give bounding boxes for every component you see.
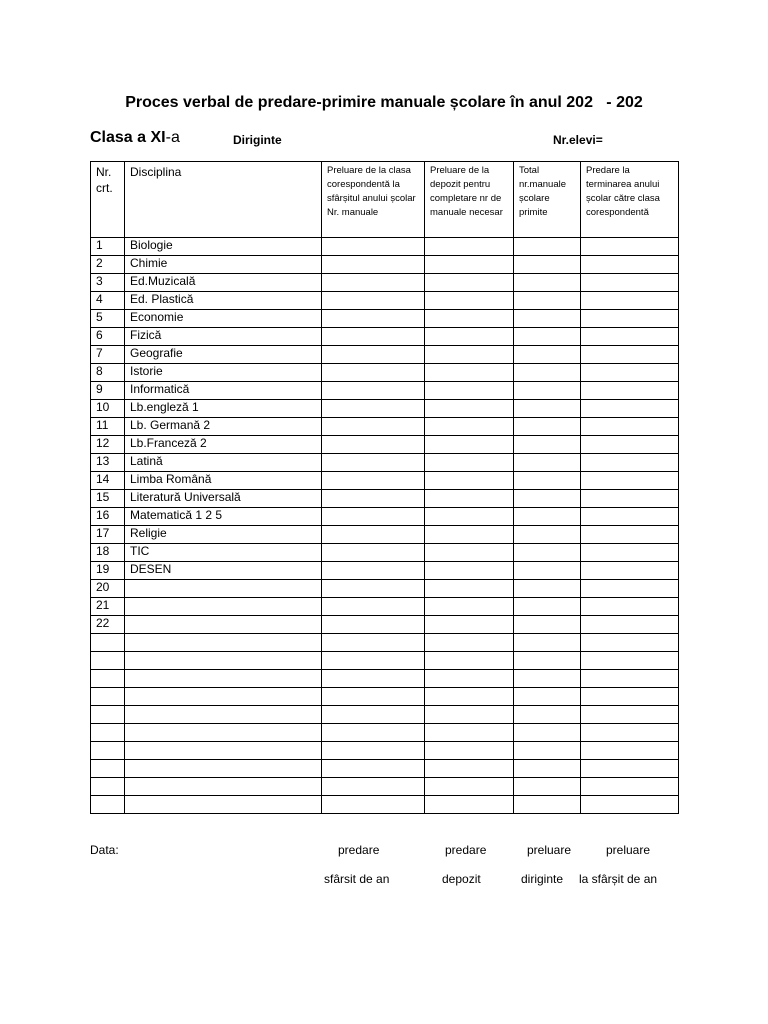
row-total-cell[interactable] xyxy=(514,796,581,814)
header-total-manuale: Total nr.manuale școlare primite xyxy=(514,162,581,238)
row-preluare-clasa-cell[interactable] xyxy=(322,454,425,472)
table-row xyxy=(91,526,679,544)
row-preluare-clasa-cell[interactable] xyxy=(322,562,425,580)
row-total-cell[interactable] xyxy=(514,238,581,256)
table-row xyxy=(91,706,679,724)
row-predare-cell[interactable] xyxy=(581,634,679,652)
table-row xyxy=(91,508,679,526)
row-predare-cell[interactable] xyxy=(581,544,679,562)
row-total-cell[interactable] xyxy=(514,616,581,634)
row-total-cell[interactable] xyxy=(514,454,581,472)
row-preluare-clasa-cell[interactable] xyxy=(322,274,425,292)
row-predare-cell[interactable] xyxy=(581,706,679,724)
table-row xyxy=(91,256,679,274)
row-total-cell[interactable] xyxy=(514,346,581,364)
row-predare-cell[interactable] xyxy=(581,562,679,580)
row-preluare-depozit-cell[interactable] xyxy=(425,526,514,544)
row-preluare-depozit-cell[interactable] xyxy=(425,598,514,616)
row-preluare-clasa-cell[interactable] xyxy=(322,616,425,634)
row-nr-cell: 1 xyxy=(91,238,125,256)
table-row xyxy=(91,274,679,292)
row-preluare-clasa-cell[interactable] xyxy=(322,670,425,688)
table-row xyxy=(91,436,679,454)
row-nr-cell: 20 xyxy=(91,580,125,598)
row-preluare-clasa-cell[interactable] xyxy=(322,346,425,364)
row-disciplina-cell xyxy=(125,796,322,814)
table-row xyxy=(91,382,679,400)
row-total-cell[interactable] xyxy=(514,544,581,562)
row-preluare-depozit-cell[interactable] xyxy=(425,346,514,364)
row-disciplina-cell: Religie xyxy=(125,526,322,544)
row-disciplina-cell xyxy=(125,598,322,616)
row-preluare-clasa-cell[interactable] xyxy=(322,292,425,310)
row-nr-cell: 4 xyxy=(91,292,125,310)
row-preluare-depozit-cell[interactable] xyxy=(425,652,514,670)
table-row xyxy=(91,472,679,490)
row-disciplina-cell xyxy=(125,670,322,688)
row-predare-cell[interactable] xyxy=(581,778,679,796)
row-disciplina-cell: Lb. Germană 2 xyxy=(125,418,322,436)
table-row xyxy=(91,400,679,418)
row-preluare-clasa-cell[interactable] xyxy=(322,310,425,328)
row-nr-cell: 14 xyxy=(91,472,125,490)
row-nr-cell xyxy=(91,634,125,652)
row-nr-cell xyxy=(91,652,125,670)
row-disciplina-cell: Ed. Plastică xyxy=(125,292,322,310)
row-predare-cell[interactable] xyxy=(581,256,679,274)
row-predare-cell[interactable] xyxy=(581,274,679,292)
row-preluare-clasa-cell[interactable] xyxy=(322,724,425,742)
row-predare-cell[interactable] xyxy=(581,598,679,616)
row-total-cell[interactable] xyxy=(514,328,581,346)
row-nr-cell: 17 xyxy=(91,526,125,544)
row-preluare-clasa-cell[interactable] xyxy=(322,544,425,562)
row-disciplina-cell: DESEN xyxy=(125,562,322,580)
row-predare-cell[interactable] xyxy=(581,310,679,328)
row-disciplina-cell: Lb.Franceză 2 xyxy=(125,436,322,454)
row-nr-cell xyxy=(91,724,125,742)
table-row xyxy=(91,724,679,742)
row-predare-cell[interactable] xyxy=(581,760,679,778)
footer-col1-line2: sfârsit de an xyxy=(324,872,390,886)
document-title: Proces verbal de predare-primire manuale școlare în anul 202 - 202 xyxy=(125,94,643,111)
row-predare-cell[interactable] xyxy=(581,616,679,634)
row-nr-cell: 7 xyxy=(91,346,125,364)
row-preluare-clasa-cell[interactable] xyxy=(322,328,425,346)
row-predare-cell[interactable] xyxy=(581,418,679,436)
row-preluare-depozit-cell[interactable] xyxy=(425,472,514,490)
row-nr-cell xyxy=(91,688,125,706)
row-total-cell[interactable] xyxy=(514,598,581,616)
row-total-cell[interactable] xyxy=(514,742,581,760)
row-predare-cell[interactable] xyxy=(581,796,679,814)
row-total-cell[interactable] xyxy=(514,310,581,328)
row-preluare-clasa-cell[interactable] xyxy=(322,472,425,490)
row-preluare-clasa-cell[interactable] xyxy=(322,760,425,778)
row-nr-cell: 12 xyxy=(91,436,125,454)
row-predare-cell[interactable] xyxy=(581,238,679,256)
row-preluare-clasa-cell[interactable] xyxy=(322,382,425,400)
row-disciplina-cell: Informatică xyxy=(125,382,322,400)
row-disciplina-cell xyxy=(125,688,322,706)
table-row xyxy=(91,310,679,328)
row-preluare-depozit-cell[interactable] xyxy=(425,724,514,742)
manuale-table xyxy=(90,161,679,814)
table-row xyxy=(91,634,679,652)
row-preluare-depozit-cell[interactable] xyxy=(425,760,514,778)
row-nr-cell xyxy=(91,742,125,760)
row-preluare-depozit-cell[interactable] xyxy=(425,328,514,346)
row-preluare-clasa-cell[interactable] xyxy=(322,526,425,544)
row-disciplina-cell xyxy=(125,616,322,634)
row-total-cell[interactable] xyxy=(514,274,581,292)
row-total-cell[interactable] xyxy=(514,382,581,400)
row-preluare-depozit-cell[interactable] xyxy=(425,274,514,292)
row-preluare-depozit-cell[interactable] xyxy=(425,634,514,652)
row-preluare-clasa-cell[interactable] xyxy=(322,400,425,418)
table-row xyxy=(91,418,679,436)
row-preluare-depozit-cell[interactable] xyxy=(425,562,514,580)
row-disciplina-cell xyxy=(125,580,322,598)
table-row xyxy=(91,778,679,796)
row-disciplina-cell: Chimie xyxy=(125,256,322,274)
row-nr-cell xyxy=(91,670,125,688)
table-row xyxy=(91,652,679,670)
row-preluare-depozit-cell[interactable] xyxy=(425,382,514,400)
row-nr-cell: 22 xyxy=(91,616,125,634)
row-total-cell[interactable] xyxy=(514,292,581,310)
table-row xyxy=(91,328,679,346)
row-predare-cell[interactable] xyxy=(581,688,679,706)
footer-col3-line1: preluare xyxy=(527,843,572,857)
row-predare-cell[interactable] xyxy=(581,526,679,544)
footer-data-label: Data: xyxy=(90,843,119,857)
row-preluare-clasa-cell[interactable] xyxy=(322,490,425,508)
row-disciplina-cell: Ed.Muzicală xyxy=(125,274,322,292)
header-preluare-clasa: Preluare de la clasa corespondentă la sfârșitul anului școlar Nr. manuale xyxy=(322,162,425,238)
row-preluare-depozit-cell[interactable] xyxy=(425,418,514,436)
row-nr-cell: 9 xyxy=(91,382,125,400)
row-preluare-depozit-cell[interactable] xyxy=(425,544,514,562)
table-row xyxy=(91,238,679,256)
row-predare-cell[interactable] xyxy=(581,346,679,364)
row-predare-cell[interactable] xyxy=(581,454,679,472)
row-disciplina-cell: Economie xyxy=(125,310,322,328)
row-preluare-depozit-cell[interactable] xyxy=(425,454,514,472)
header-preluare-depozit: Preluare de la depozit pentru completare nr de manuale necesar xyxy=(425,162,514,238)
footer-col4-line2: la sfârșit de an xyxy=(579,872,658,886)
row-total-cell[interactable] xyxy=(514,778,581,796)
row-preluare-depozit-cell[interactable] xyxy=(425,508,514,526)
table-header-row xyxy=(91,162,679,238)
row-preluare-depozit-cell[interactable] xyxy=(425,616,514,634)
row-predare-cell[interactable] xyxy=(581,670,679,688)
row-disciplina-cell xyxy=(125,724,322,742)
row-total-cell[interactable] xyxy=(514,490,581,508)
row-predare-cell[interactable] xyxy=(581,364,679,382)
row-nr-cell: 3 xyxy=(91,274,125,292)
row-preluare-depozit-cell[interactable] xyxy=(425,292,514,310)
row-disciplina-cell xyxy=(125,742,322,760)
row-preluare-clasa-cell[interactable] xyxy=(322,634,425,652)
footer-col4-line1: preluare xyxy=(606,843,651,857)
row-total-cell[interactable] xyxy=(514,400,581,418)
table-row xyxy=(91,562,679,580)
row-preluare-clasa-cell[interactable] xyxy=(322,706,425,724)
row-preluare-clasa-cell[interactable] xyxy=(322,256,425,274)
row-disciplina-cell xyxy=(125,706,322,724)
row-predare-cell[interactable] xyxy=(581,508,679,526)
row-total-cell[interactable] xyxy=(514,706,581,724)
row-total-cell[interactable] xyxy=(514,724,581,742)
row-preluare-clasa-cell[interactable] xyxy=(322,742,425,760)
row-preluare-depozit-cell[interactable] xyxy=(425,256,514,274)
row-preluare-clasa-cell[interactable] xyxy=(322,598,425,616)
row-predare-cell[interactable] xyxy=(581,292,679,310)
row-preluare-depozit-cell[interactable] xyxy=(425,490,514,508)
row-preluare-clasa-cell[interactable] xyxy=(322,778,425,796)
header-nr-crt: Nr. crt. xyxy=(91,162,125,238)
row-disciplina-cell: Matematică 1 2 5 xyxy=(125,508,322,526)
row-nr-cell: 15 xyxy=(91,490,125,508)
table-row xyxy=(91,670,679,688)
row-preluare-depozit-cell[interactable] xyxy=(425,796,514,814)
row-total-cell[interactable] xyxy=(514,472,581,490)
clasa-label xyxy=(90,129,180,147)
row-nr-cell xyxy=(91,778,125,796)
row-predare-cell[interactable] xyxy=(581,724,679,742)
row-nr-cell: 11 xyxy=(91,418,125,436)
row-disciplina-cell xyxy=(125,760,322,778)
row-total-cell[interactable] xyxy=(514,364,581,382)
row-nr-cell: 16 xyxy=(91,508,125,526)
row-nr-cell: 19 xyxy=(91,562,125,580)
row-preluare-clasa-cell[interactable] xyxy=(322,796,425,814)
footer-col2-line1: predare xyxy=(445,843,487,857)
row-total-cell[interactable] xyxy=(514,760,581,778)
diriginte-label: Diriginte xyxy=(233,133,282,147)
row-total-cell[interactable] xyxy=(514,562,581,580)
table-row xyxy=(91,760,679,778)
row-preluare-depozit-cell[interactable] xyxy=(425,742,514,760)
row-disciplina-cell: Fizică xyxy=(125,328,322,346)
row-disciplina-cell: Biologie xyxy=(125,238,322,256)
row-total-cell[interactable] xyxy=(514,526,581,544)
row-predare-cell[interactable] xyxy=(581,742,679,760)
row-nr-cell: 13 xyxy=(91,454,125,472)
row-preluare-clasa-cell[interactable] xyxy=(322,580,425,598)
row-nr-cell: 10 xyxy=(91,400,125,418)
row-preluare-depozit-cell[interactable] xyxy=(425,688,514,706)
row-preluare-depozit-cell[interactable] xyxy=(425,580,514,598)
row-total-cell[interactable] xyxy=(514,508,581,526)
header-predare-terminare: Predare la terminarea anului școlar către clasa corespondentă xyxy=(581,162,679,238)
row-disciplina-cell: Istorie xyxy=(125,364,322,382)
footer-col1-line1: predare xyxy=(338,843,380,857)
row-total-cell[interactable] xyxy=(514,652,581,670)
row-nr-cell: 8 xyxy=(91,364,125,382)
table-row xyxy=(91,742,679,760)
row-predare-cell[interactable] xyxy=(581,490,679,508)
row-predare-cell[interactable] xyxy=(581,472,679,490)
row-disciplina-cell: Geografie xyxy=(125,346,322,364)
nr-elevi-label: Nr.elevi= xyxy=(553,133,603,147)
row-preluare-clasa-cell[interactable] xyxy=(322,508,425,526)
row-total-cell[interactable] xyxy=(514,580,581,598)
row-total-cell[interactable] xyxy=(514,670,581,688)
row-total-cell[interactable] xyxy=(514,436,581,454)
row-preluare-depozit-cell[interactable] xyxy=(425,364,514,382)
row-disciplina-cell xyxy=(125,634,322,652)
table-row xyxy=(91,364,679,382)
row-nr-cell xyxy=(91,706,125,724)
table-row xyxy=(91,544,679,562)
table-row xyxy=(91,292,679,310)
row-nr-cell: 21 xyxy=(91,598,125,616)
table-row xyxy=(91,454,679,472)
row-nr-cell xyxy=(91,760,125,778)
row-nr-cell: 6 xyxy=(91,328,125,346)
table-row xyxy=(91,598,679,616)
table-row xyxy=(91,580,679,598)
row-predare-cell[interactable] xyxy=(581,328,679,346)
row-preluare-clasa-cell[interactable] xyxy=(322,688,425,706)
row-disciplina-cell: Limba Română xyxy=(125,472,322,490)
row-nr-cell xyxy=(91,796,125,814)
row-disciplina-cell: Latină xyxy=(125,454,322,472)
table-row xyxy=(91,490,679,508)
row-total-cell[interactable] xyxy=(514,634,581,652)
row-predare-cell[interactable] xyxy=(581,652,679,670)
row-predare-cell[interactable] xyxy=(581,400,679,418)
row-total-cell[interactable] xyxy=(514,688,581,706)
clasa-prefix: Clasa a XI xyxy=(90,129,166,146)
row-preluare-clasa-cell[interactable] xyxy=(322,238,425,256)
header-disciplina: Disciplina xyxy=(125,162,322,238)
row-disciplina-cell xyxy=(125,778,322,796)
table-row xyxy=(91,796,679,814)
row-preluare-clasa-cell[interactable] xyxy=(322,436,425,454)
table-row xyxy=(91,688,679,706)
row-disciplina-cell xyxy=(125,652,322,670)
row-disciplina-cell: Literatură Universală xyxy=(125,490,322,508)
row-nr-cell: 5 xyxy=(91,310,125,328)
row-preluare-depozit-cell[interactable] xyxy=(425,778,514,796)
table-row xyxy=(91,346,679,364)
row-disciplina-cell: Lb.engleză 1 xyxy=(125,400,322,418)
row-preluare-depozit-cell[interactable] xyxy=(425,310,514,328)
row-nr-cell: 2 xyxy=(91,256,125,274)
table-row xyxy=(91,616,679,634)
row-preluare-depozit-cell[interactable] xyxy=(425,670,514,688)
row-nr-cell: 18 xyxy=(91,544,125,562)
row-preluare-clasa-cell[interactable] xyxy=(322,364,425,382)
row-disciplina-cell: TIC xyxy=(125,544,322,562)
row-preluare-depozit-cell[interactable] xyxy=(425,436,514,454)
footer-col3-line2: diriginte xyxy=(521,872,564,886)
row-total-cell[interactable] xyxy=(514,418,581,436)
row-preluare-depozit-cell[interactable] xyxy=(425,706,514,724)
clasa-suffix: -a xyxy=(165,129,180,146)
row-preluare-clasa-cell[interactable] xyxy=(322,418,425,436)
row-predare-cell[interactable] xyxy=(581,382,679,400)
row-preluare-depozit-cell[interactable] xyxy=(425,400,514,418)
row-total-cell[interactable] xyxy=(514,256,581,274)
footer-col2-line2: depozit xyxy=(442,872,481,886)
row-predare-cell[interactable] xyxy=(581,436,679,454)
row-predare-cell[interactable] xyxy=(581,580,679,598)
row-preluare-clasa-cell[interactable] xyxy=(322,652,425,670)
row-preluare-depozit-cell[interactable] xyxy=(425,238,514,256)
